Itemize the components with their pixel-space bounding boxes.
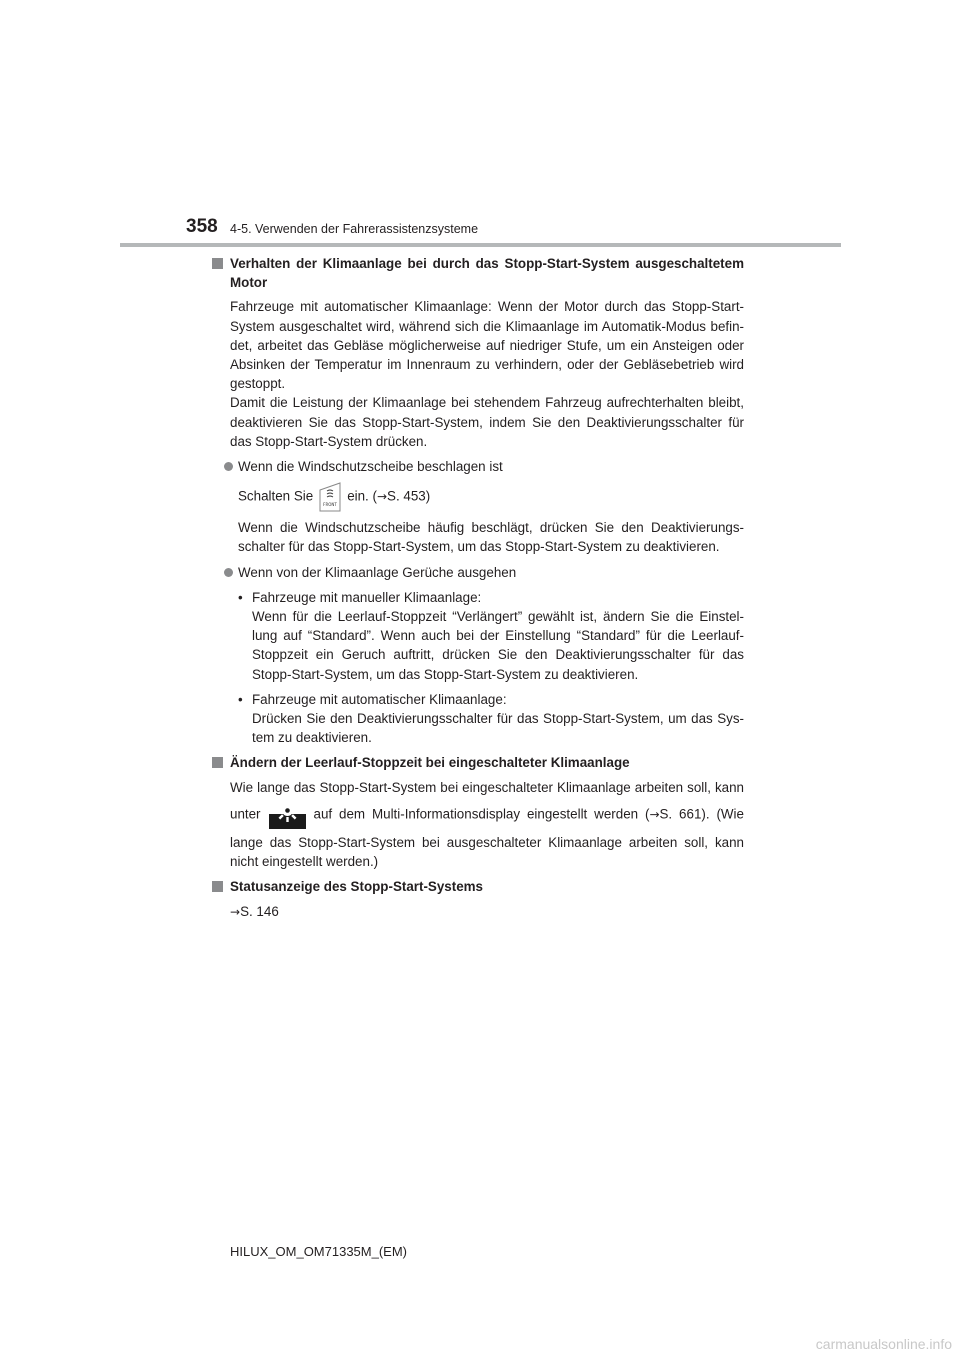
- section-status-display: [212, 877, 744, 921]
- page-content: [212, 254, 744, 928]
- circle-bullet-icon: [224, 568, 233, 577]
- sub-item-title: Fahrzeuge mit manueller Klimaanlage:: [252, 589, 482, 605]
- section-heading: Verhalten der Klimaanlage bei durch das Stopp-Start-System ausgeschaltetem Motor: [230, 256, 744, 291]
- section-heading: Ändern der Leerlauf-Stoppzeit bei eingeschalteter Klimaanlage: [230, 755, 630, 771]
- list-item: [224, 457, 744, 476]
- page-number: 358: [186, 216, 218, 237]
- svg-text:FRONT: FRONT: [323, 502, 338, 508]
- sub-item-title: Fahrzeuge mit automatischer Klimaanlage:: [252, 691, 507, 707]
- square-bullet-icon: [212, 881, 223, 892]
- paragraph: Fahrzeuge mit automatischer Klimaanlage: Wenn der Motor durch das Stopp-Start-System ausgeschaltet wird, während sich die Klimaanlage im Automatik-Modus befin-det, arbeitet das Gebläse möglicherweise auf niedriger Stufe, um ein Ansteigen oder Absinken der Temperatur im Innenraum zu verhindern, oder der Gebläsebetrieb wird gestoppt.: [230, 299, 744, 392]
- list-item: [224, 563, 744, 582]
- sub-list-item: • Fahrzeuge mit automatischer Klimaanlage: Drücken Sie den Deaktivierungsschalter für das Stopp-Start-System, um das Sys-tem zu deaktivieren.: [238, 690, 744, 748]
- watermark: carmanualsonline.info: [815, 1336, 952, 1352]
- sub-item-text: Wenn für die Leerlauf-Stoppzeit “Verlängert” gewählt ist, ändern Sie die Einstel-lung auf “Standard”. Wenn auch bei der Einstellung “Standard” für die Leerlauf-Stoppzeit ein Geruch auftritt, drücken Sie den Deaktivierungsschalter für das Stopp-Start-System, um das Stopp-Start-System zu deaktivieren.: [252, 609, 744, 682]
- switch-instruction: Schalten Sie FRONT ein. (→S. 453): [238, 482, 744, 512]
- front-defogger-icon: [319, 482, 341, 512]
- square-bullet-icon: [212, 258, 223, 269]
- sub-item-text: Drücken Sie den Deaktivierungsschalter für das Stopp-Start-System, um das Sys-tem zu deaktivieren.: [252, 711, 744, 746]
- paragraph: Damit die Leistung der Klimaanlage bei stehendem Fahrzeug aufrechterhalten bleibt, deaktivieren Sie das Stopp-Start-System, indem Sie den Deaktivierungsschalter für das Stopp-Start-System drücken.: [230, 395, 744, 449]
- section-heading: Statusanzeige des Stopp-Start-Systems: [230, 879, 483, 895]
- paragraph: Wenn die Windschutzscheibe häufig beschlägt, drücken Sie den Deaktivierungs-schalter für das Stopp-Start-System, um das Stopp-Start-System zu deaktivieren.: [238, 520, 744, 555]
- circle-bullet-icon: [224, 462, 233, 471]
- sub-list-item: • Fahrzeuge mit manueller Klimaanlage: Wenn für die Leerlauf-Stoppzeit “Verlängert” gewählt ist, ändern Sie die Einstel-lung auf “Standard”. Wenn auch bei der Einstellung “Standard” für die Leerlauf-Stoppzeit ein Geruch auftritt, drücken Sie den Deaktivierungsschalter für das Stopp-Start-System, um das Stopp-Start-System zu deaktivieren.: [238, 588, 744, 684]
- section-ac-behavior: [212, 254, 744, 747]
- chapter-title: 4-5. Verwenden der Fahrerassistenzsysteme: [230, 222, 479, 236]
- document-code: HILUX_OM_OM71335M_(EM): [230, 1244, 407, 1259]
- header-rule: [120, 243, 841, 247]
- section-idle-stop-time: [212, 753, 744, 871]
- paragraph: Wie lange das Stopp-Start-System bei eingeschalteter Klimaanlage arbeiten soll, kann unter auf dem Multi-Informationsdisplay eingestellt werden (→S. 661). (Wie lange das Stopp-Start-System bei ausgeschalteter Klimaanlage arbeiten soll, kann nicht eingestellt werden.): [230, 779, 744, 870]
- list-item-label: Wenn die Windschutzscheibe beschlagen ist: [238, 459, 503, 475]
- settings-gear-icon: [269, 814, 306, 829]
- page-reference: →S. 146: [230, 903, 279, 919]
- square-bullet-icon: [212, 757, 223, 768]
- list-item-label: Wenn von der Klimaanlage Gerüche ausgehen: [238, 564, 517, 580]
